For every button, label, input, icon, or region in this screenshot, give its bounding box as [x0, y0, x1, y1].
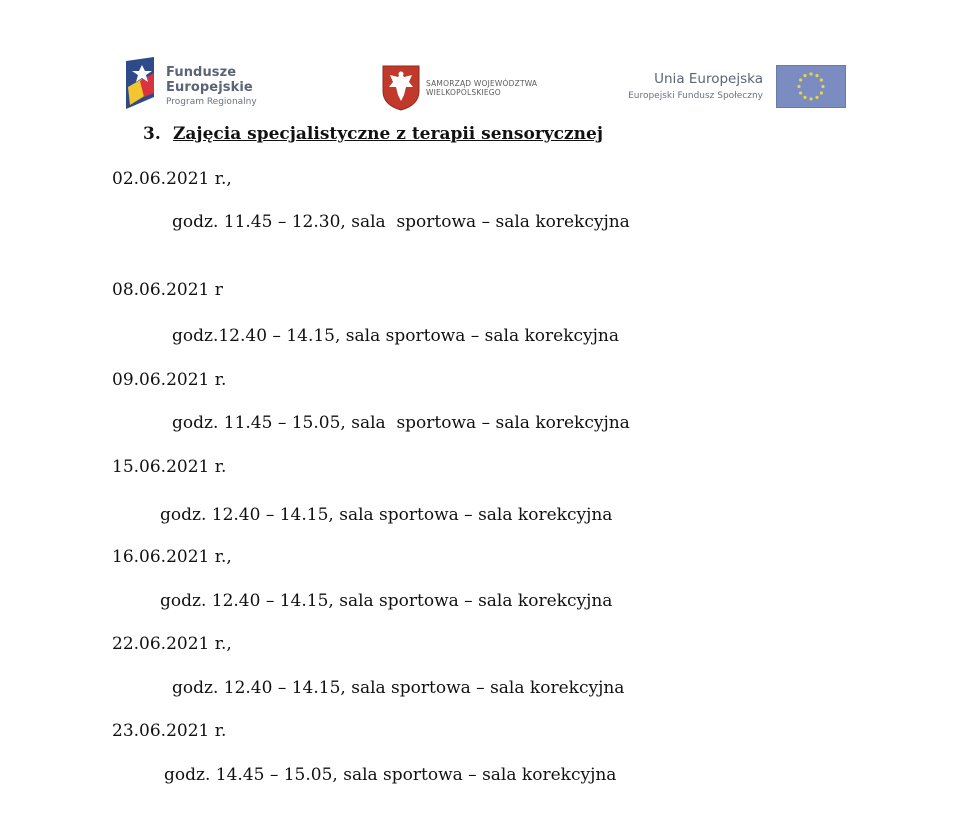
- entry-date: 16.06.2021 r.,: [112, 547, 232, 567]
- unia-line1: Unia Europejska: [654, 71, 763, 87]
- samorzad-line2: WIELKOPOLSKIEGO: [426, 88, 501, 97]
- samorzad-line1: SAMORZĄD WOJEWÓDZTWA: [426, 79, 538, 88]
- entry-detail: godz. 11.45 – 15.05, sala sportowa – sala korekcyjna: [172, 413, 630, 433]
- unia-europejska-logo: [620, 65, 846, 109]
- entry-date: 09.06.2021 r.: [112, 370, 227, 390]
- section-number: 3.: [143, 124, 161, 144]
- entry-detail: godz. 12.40 – 14.15, sala sportowa – sala korekcyjna: [160, 505, 613, 525]
- entry-date: 15.06.2021 r.: [112, 457, 227, 477]
- entry-date: 23.06.2021 r.: [112, 721, 227, 741]
- fundusze-line2: Europejskie: [166, 80, 253, 95]
- fundusze-europejskie-logo: [124, 57, 269, 111]
- entry-detail: godz. 12.40 – 14.15, sala sportowa – sala korekcyjna: [172, 678, 625, 698]
- unia-line2: Europejski Fundusz Społeczny: [628, 91, 763, 101]
- fundusze-line1: Fundusze: [166, 65, 237, 80]
- wielkopolska-eagle-shield-icon: [382, 65, 420, 111]
- fundusze-line3: Program Regionalny: [166, 97, 257, 107]
- entry-detail: godz.12.40 – 14.15, sala sportowa – sala korekcyjna: [172, 326, 620, 346]
- entry-date: 02.06.2021 r.,: [112, 169, 232, 189]
- entry-detail: godz. 12.40 – 14.15, sala sportowa – sala korekcyjna: [160, 591, 613, 611]
- eu-flag-icon: [776, 65, 846, 108]
- section-heading: [143, 124, 603, 144]
- section-title: Zajęcia specjalistyczne z terapii sensorycznej: [173, 124, 603, 144]
- entry-detail: godz. 11.45 – 12.30, sala sportowa – sala korekcyjna: [172, 212, 630, 232]
- entry-date: 22.06.2021 r.,: [112, 634, 232, 654]
- entry-date: 08.06.2021 r: [112, 280, 223, 300]
- fundusze-europejskie-emblem-icon: [124, 57, 160, 111]
- samorzad-wielkopolski-logo: [382, 65, 547, 111]
- entry-detail: godz. 14.45 – 15.05, sala sportowa – sala korekcyjna: [164, 765, 617, 785]
